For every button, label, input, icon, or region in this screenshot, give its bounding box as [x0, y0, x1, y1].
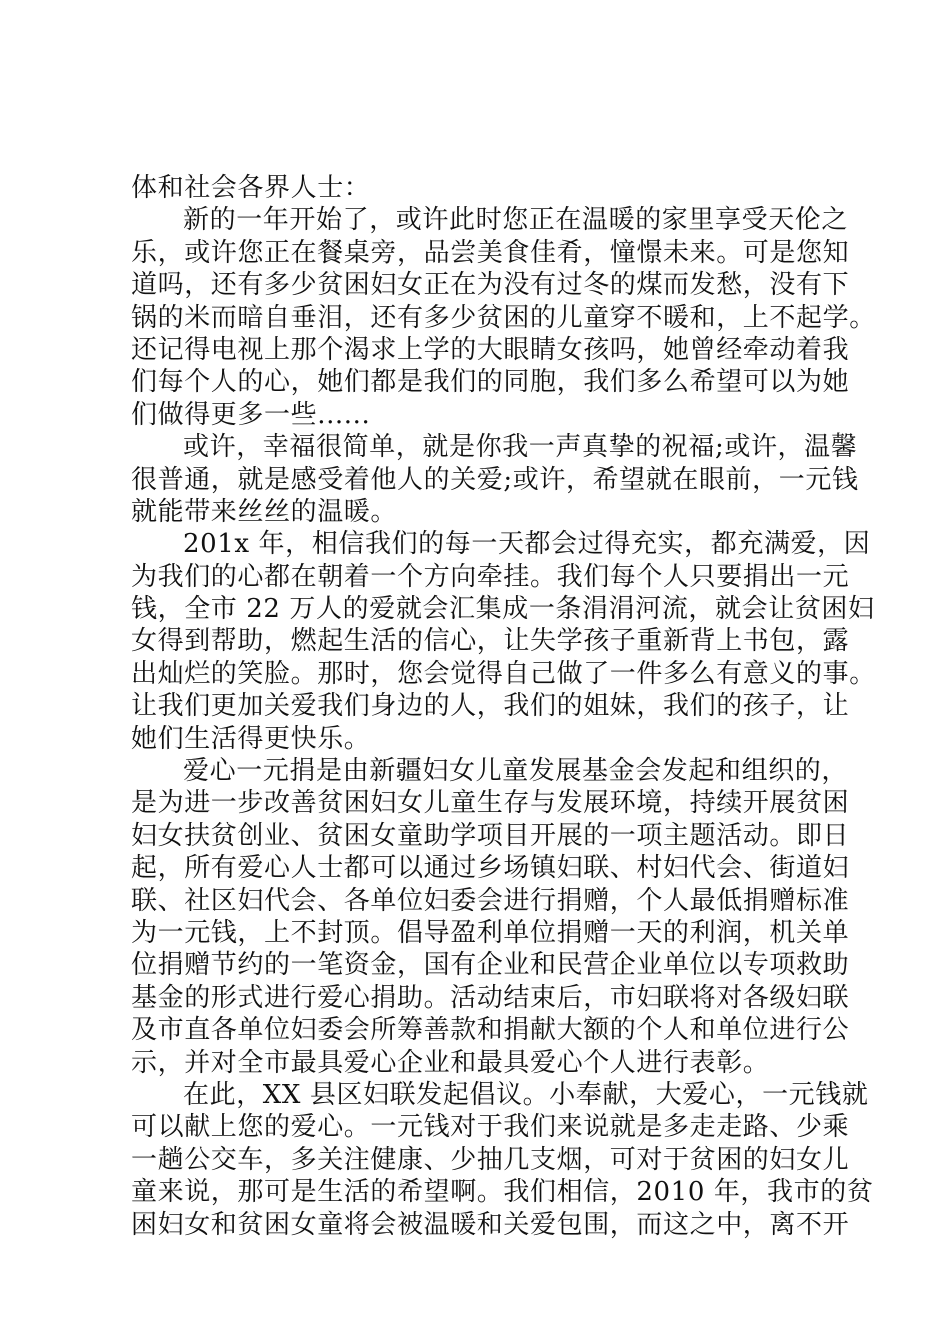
text-line: 在此，XX 县区妇联发起倡议。小奉献，大爱心，一元钱就	[183, 1079, 869, 1110]
text-line: 为一元钱，上不封顶。倡导盈利单位捐赠一天的利润，机关单	[131, 917, 850, 948]
text-line: 钱，全市 22 万人的爱就会汇集成一条涓涓河流，就会让贫困妇	[131, 594, 875, 625]
text-line: 她们生活得更快乐。	[131, 723, 371, 754]
text-line: 体和社会各界人士：	[131, 173, 371, 203]
text-line: 联、社区妇代会、各单位妇委会进行捐赠，个人最低捐赠标准	[131, 885, 850, 916]
text-line: 为我们的心都在朝着一个方向牵挂。我们每个人只要捐出一元	[131, 561, 850, 592]
text-line: 201x 年，相信我们的每一天都会过得充实，都充满爱，因	[183, 529, 871, 560]
text-line: 道吗，还有多少贫困妇女正在为没有过冬的煤而发愁，没有下	[131, 270, 850, 301]
text-line: 新的一年开始了，或许此时您正在温暖的家里享受天伦之	[183, 205, 849, 236]
text-line: 是为进一步改善贫困妇女儿童生存与发展环境，持续开展贫困	[131, 788, 850, 819]
text-line: 及市直各单位妇委会所筹善款和捐献大额的个人和单位进行公	[131, 1015, 850, 1046]
text-line: 还记得电视上那个渴求上学的大眼睛女孩吗，她曾经牵动着我	[131, 334, 850, 365]
text-line: 们每个人的心，她们都是我们的同胞，我们多么希望可以为她	[131, 367, 850, 398]
text-line: 就能带来丝丝的温暖。	[131, 496, 398, 527]
text-line: 困妇女和贫困女童将会被温暖和关爱包围，而这之中，离不开	[131, 1209, 850, 1240]
text-line: 一趟公交车，多关注健康、少抽几支烟，可对于贫困的妇女儿	[131, 1144, 850, 1175]
text-line: 爱心一元捐是由新疆妇女儿童发展基金会发起和组织的，	[183, 756, 849, 787]
text-line: 让我们更加关爱我们身边的人，我们的姐妹，我们的孩子，让	[131, 691, 850, 722]
text-line: 起，所有爱心人士都可以通过乡场镇妇联、村妇代会、街道妇	[131, 853, 850, 884]
text-line: 位捐赠节约的一笔资金，国有企业和民营企业单位以专项救助	[131, 950, 850, 981]
text-line: 们做得更多一些......	[131, 399, 371, 430]
text-line: 很普通，就是感受着他人的关爱;或许，希望就在眼前，一元钱	[131, 464, 859, 495]
text-line: 出灿烂的笑脸。那时，您会觉得自己做了一件多么有意义的事。	[131, 658, 876, 689]
document-body	[131, 172, 876, 1241]
text-line: 锅的米而暗自垂泪，还有多少贫困的儿童穿不暖和，上不起学。	[131, 302, 876, 333]
text-line: 可以献上您的爱心。一元钱对于我们来说就是多走走路、少乘	[131, 1112, 850, 1143]
text-line: 童来说，那可是生活的希望啊。我们相信，2010 年，我市的贫	[131, 1177, 874, 1208]
text-line: 妇女扶贫创业、贫困女童助学项目开展的一项主题活动。即日	[131, 820, 850, 851]
text-line: 或许，幸福很简单，就是你我一声真挚的祝福;或许，温馨	[183, 432, 858, 463]
text-line: 示，并对全市最具爱心企业和最具爱心个人进行表彰。	[131, 1047, 770, 1078]
text-line: 乐，或许您正在餐桌旁，品尝美食佳肴，憧憬未来。可是您知	[131, 237, 850, 268]
text-line: 基金的形式进行爱心捐助。活动结束后，市妇联将对各级妇联	[131, 982, 850, 1013]
text-line: 女得到帮助，燃起生活的信心，让失学孩子重新背上书包，露	[131, 626, 850, 657]
